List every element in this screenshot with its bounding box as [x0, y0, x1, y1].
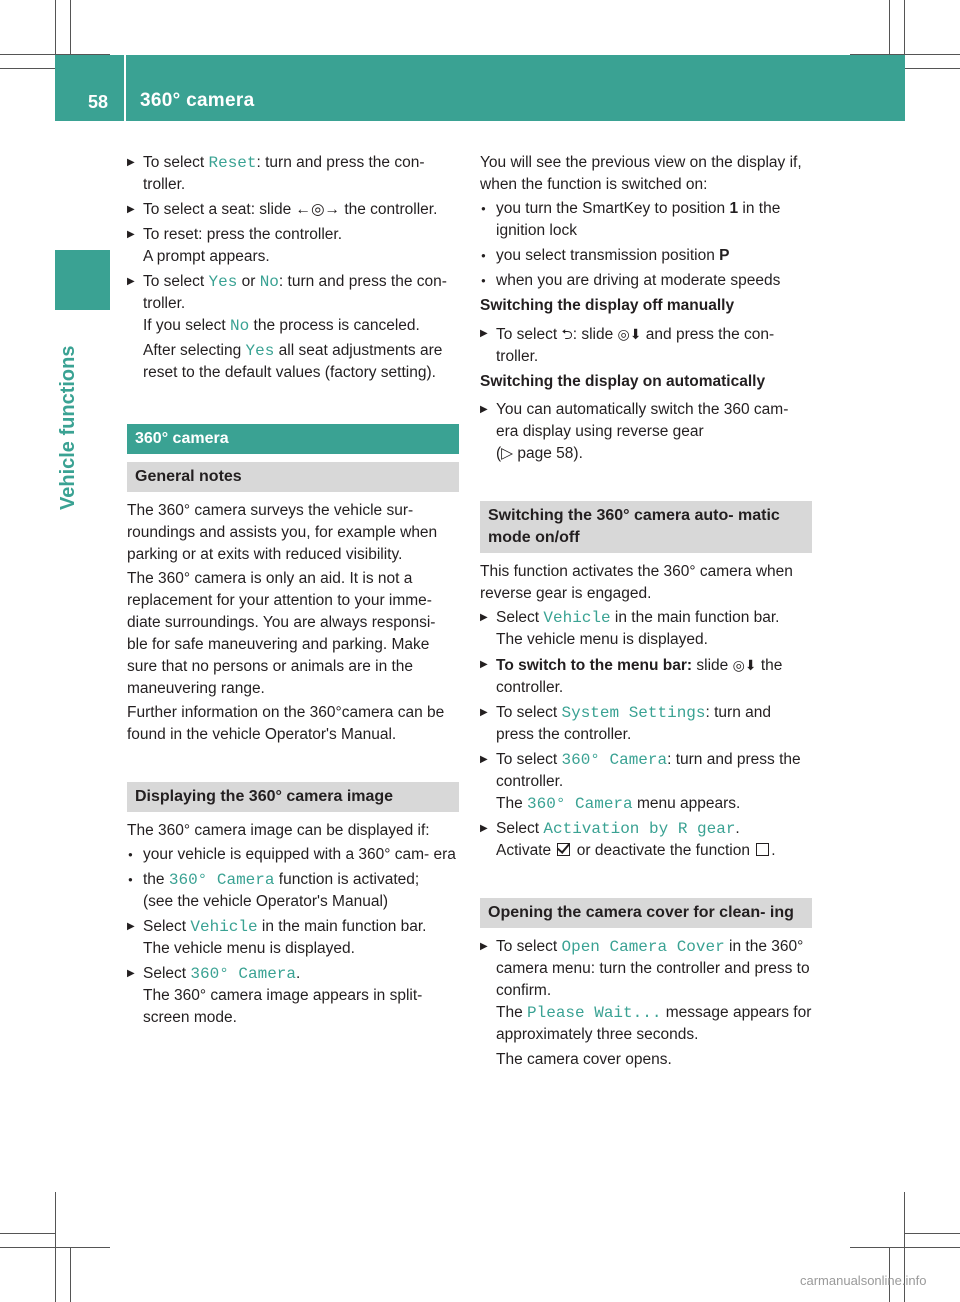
side-label: Vehicle functions: [57, 345, 79, 510]
side-label-container: [55, 320, 110, 520]
menu-reset: Reset: [208, 154, 257, 172]
step-select-vehicle: ▶ Select Vehicle in the main function bar. The vehicle menu is displayed.: [127, 916, 459, 960]
crop-mark: [905, 1233, 960, 1234]
step-select-camera: ▶ Select 360° Camera. The 360° camera image appears in split- screen mode.: [127, 963, 459, 1029]
step-360-camera: ▶ To select 360° Camera: turn and press the controller. The 360° Camera menu appears.: [480, 749, 812, 815]
left-column: [127, 152, 459, 1032]
right-column: [480, 152, 812, 1074]
step-display-on: ▶ You can automatically switch the 360 cam- era display using reverse gear (▷ page 58).: [480, 399, 812, 465]
side-tab-marker: [55, 250, 110, 310]
bullet-item: ● you turn the SmartKey to position 1 in the ignition lock: [480, 198, 812, 242]
step-select-vehicle: ▶ Select Vehicle in the main function bar. The vehicle menu is displayed.: [480, 607, 812, 651]
general-notes-heading: General notes: [127, 462, 459, 492]
bullet-item: ● the 360° Camera function is activated; (see the vehicle Operator's Manual): [127, 869, 459, 913]
controller-down-icon: ◎⬇: [732, 657, 757, 673]
paragraph: You will see the previous view on the display if, when the function is switched on:: [480, 154, 802, 193]
page-title: 360° camera: [140, 90, 255, 111]
bullet-item: ● you select transmission position P: [480, 245, 812, 267]
paragraph: The 360° camera surveys the vehicle sur- roundings and assists you, for example when parking or at exits with reduced visibility.: [127, 502, 438, 563]
crop-mark: [0, 1233, 55, 1234]
unchecked-box-icon: [756, 843, 769, 856]
display-heading: Displaying the 360° camera image: [127, 782, 459, 812]
crop-mark: [889, 0, 890, 55]
checked-box-icon: [557, 843, 570, 856]
step-select-seat: ▶ To select a seat: slide ←◎→ the controller.: [127, 199, 459, 221]
back-icon: ⮌: [561, 326, 573, 342]
step-reset: ▶ To reset: press the controller. A prompt appears.: [127, 224, 459, 268]
bullet-item: ● when you are driving at moderate speeds: [480, 270, 812, 292]
section-heading: 360° camera: [127, 424, 459, 454]
paragraph: This function activates the 360° camera when reverse gear is engaged.: [480, 563, 793, 602]
paragraph: The 360° camera is only an aid. It is not a replacement for your attention to your imme- diate surroundings. You are always responsi- ble for safe maneuvering and parking. Make sure that no persons or animals are in the maneuvering range.: [127, 570, 436, 697]
crop-mark: [905, 68, 960, 69]
crop-mark: [0, 68, 55, 69]
crop-mark: [55, 1192, 56, 1302]
step-display-off: ▶ To select ⮌: slide ◎⬇ and press the con- troller.: [480, 323, 812, 368]
controller-down-icon: ◎⬇: [617, 326, 642, 342]
crop-mark: [70, 0, 71, 55]
off-heading: Switching the display off manually: [480, 297, 735, 314]
cover-heading: Opening the camera cover for clean- ing: [480, 898, 812, 928]
step-activation: ▶ Select Activation by R gear. Activate or deactivate the function .: [480, 818, 812, 862]
paragraph: The 360° camera image can be displayed if:: [127, 822, 430, 839]
step-yes-no: ▶ To select Yes or No: turn and press the con- troller. If you select No the process is canceled. After selecting Yes all seat adjustments are reset to the default values (factory setting).: [127, 271, 459, 384]
step-open-cover: ▶ To select Open Camera Cover in the 360° camera menu: turn the controller and press to confirm. The Please Wait... message appears for approximately three seconds. The camera cover opens.: [480, 936, 812, 1071]
step-menu-bar: ▶ To switch to the menu bar: slide ◎⬇ the controller.: [480, 654, 812, 699]
paragraph: Further information on the 360°camera can be found in the vehicle Operator's Manual.: [127, 704, 445, 743]
crop-mark: [70, 1247, 71, 1302]
auto-mode-heading: Switching the 360° camera auto- matic mode on/off: [480, 501, 812, 553]
step-system-settings: ▶ To select System Settings: turn and press the controller.: [480, 702, 812, 746]
watermark: carmanualsonline.info: [800, 1273, 927, 1288]
bullet-item: ● your vehicle is equipped with a 360° cam- era: [127, 844, 459, 866]
crop-mark: [850, 1247, 960, 1248]
step-select-reset: ▶ To select Reset: turn and press the con- troller.: [127, 152, 459, 196]
page-number: 58: [88, 92, 109, 112]
on-heading: Switching the display on automatically: [480, 373, 766, 390]
